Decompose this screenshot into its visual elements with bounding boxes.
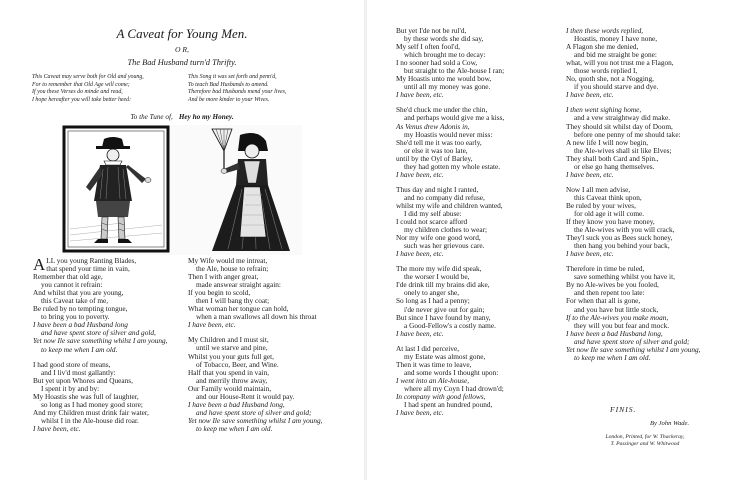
verse-line-text: But yet I'de not be rul'd,: [396, 26, 467, 35]
drop-cap: A: [33, 255, 46, 274]
verse-line-text: A new life I will now begin,: [566, 137, 649, 147]
verse-line-text: I have been, etc.: [566, 169, 614, 179]
verse-line-text: if you should starve and dye.: [574, 82, 659, 92]
verse-line-text: which brought me to decay:: [404, 50, 486, 60]
verse-line-text: onely to anger she,: [404, 288, 460, 298]
verse-line-text: this Caveat take of me,: [41, 296, 109, 306]
verse-line: [566, 354, 701, 362]
verse-line-text: As Venus drew Adonis in,: [396, 121, 470, 131]
verse-line-text: And whilst that you are young,: [33, 288, 124, 298]
finis-mark: FINIS.: [610, 405, 637, 414]
verse-line-text: Nor my wife one good word,: [396, 233, 481, 243]
verse-line-text: I have been a bad Husband long,: [188, 399, 285, 409]
verse-line-text: then hang you behind your back,: [574, 241, 670, 251]
verse-line-text: I have been, etc.: [396, 328, 444, 338]
verse-line-text: Hoastis, money I have none,: [574, 34, 658, 44]
man-figure-panel: [64, 127, 168, 251]
verse-line-text: and some words I thought upon:: [404, 367, 499, 377]
verse-line-text: I have been a bad Husband long,: [566, 328, 663, 338]
verse-line: [396, 171, 504, 179]
verse-line-text: Our Family would maintain,: [188, 383, 272, 393]
verse-line-text: I have been, etc.: [566, 90, 614, 100]
ballad-title: A Caveat for Young Men.: [116, 26, 248, 41]
intro-verse-left: This Caveat may serve both for Old and young, For to remember that Old Age will come; If you these Verses do minde and read, I hope hereafter you will take better heed:: [32, 74, 144, 103]
tune-prefix: To the Tune of,: [130, 113, 173, 121]
verse-line-text: My Hoastis unto me would bow,: [396, 74, 492, 84]
verse-line-text: I have been, etc.: [396, 249, 444, 259]
verse-line-text: Therefore in time be ruled,: [566, 264, 645, 274]
verse-line-text: to keep me when I am old.: [574, 352, 651, 362]
verse-column-3: [396, 27, 504, 417]
verse-line-text: At last I did perceive,: [396, 343, 460, 353]
verse-line-text: They shall both Card and Spin.,: [566, 153, 659, 163]
verse-line-text: Yet now Ile save something whilst I am young,: [566, 344, 701, 354]
verse-line-text: So long as I had a penny;: [396, 296, 470, 306]
verse-line-text: my Estate was almost gone,: [404, 351, 486, 361]
verse-line-text: this Caveat think upon,: [574, 192, 642, 202]
verse-line-text: Thus day and night I ranted,: [396, 184, 479, 194]
verse-line-text: what, will you not trust me a Flagon,: [566, 58, 674, 68]
verse-line-text: the Ale-wives with you will crack,: [574, 225, 675, 235]
verse-line-text: If they know you have money,: [566, 217, 655, 227]
printer-imprint: London, Printed, for W. Thackeray, T. Passinger and W. Whitwood: [605, 434, 685, 448]
verse-line-text: made answear straight again:: [196, 280, 281, 290]
or-separator: O R,: [175, 45, 189, 54]
verse-line-text: My self I often fool'd,: [396, 42, 460, 52]
verse-line-text: No, quoth she, not a Nogging,: [566, 74, 654, 84]
verse-line-text: for old age it will come.: [574, 208, 645, 218]
tune-name: Hey ho my Honey.: [178, 113, 234, 121]
verse-line-text: Yet now Ile save something whilst I am young,: [33, 336, 168, 346]
verse-line-text: Half that you spend in vain,: [188, 367, 270, 377]
verse-line-text: and our House-Rent it would pay.: [196, 391, 295, 401]
verse-line: [33, 346, 168, 354]
verse-line-text: I have been a bad Husband long: [33, 320, 128, 330]
verse-line-text: and you have but little stock,: [574, 304, 659, 314]
verse-line-text: by these words she did say,: [404, 34, 484, 44]
verse-line: [396, 409, 504, 417]
verse-line-text: Yet now Ile save something whilst I am young,: [188, 415, 323, 425]
verse-line-text: LL you young Ranting Blades,: [46, 256, 137, 265]
verse-line-text: and I liv'd most gallantly:: [41, 367, 116, 377]
verse-line-text: By no Ale-wives be you fooled,: [566, 280, 659, 290]
verse-line-text: those words replied I,: [574, 66, 638, 76]
verse-line-text: until we starve and pine,: [196, 343, 268, 353]
verse-line-text: For when that all is gone,: [566, 296, 641, 306]
tune-line: [0, 113, 364, 121]
verse-line-text: I have been, etc.: [396, 90, 444, 100]
verse-line-text: Be ruled by your wives,: [566, 200, 636, 210]
verse-line-text: and have spent store of silver and gold,: [41, 328, 156, 338]
verse-line-text: My Children and I must sit,: [188, 335, 269, 345]
verse-line-text: I went into an Ale-house,: [396, 375, 470, 385]
verse-line-text: to keep me when I am old.: [196, 423, 273, 433]
verse-line-text: of Tobacco, Beer, and Wine.: [196, 359, 279, 369]
ballad-subtitle: The Bad Husband turn'd Thrifty.: [127, 58, 237, 67]
verse-column-4: [566, 27, 701, 362]
verse-line: [33, 425, 168, 433]
verse-line-text: I spent it by and by:: [41, 383, 100, 393]
verse-line: [566, 171, 701, 179]
verse-line-text: I no sooner had sold a Cow,: [396, 58, 478, 68]
verse-line-text: and merrily throw away,: [196, 375, 268, 385]
verse-line-text: If you begin to scold,: [188, 288, 251, 298]
intro-verse-right: This Song it was set forth and penn'd, To teach Bad Husbands to amend. Therefore bad Husbands mend your lives, And be more kinder to your Wives.: [188, 74, 287, 103]
verse-line-text: Then it was time to leave,: [396, 359, 472, 369]
verse-line-text: and no company did refuse,: [404, 192, 485, 202]
verse-line-text: I have been, etc.: [33, 423, 81, 433]
verse-line-text: that spend your time in vain,: [46, 264, 130, 274]
verse-line-text: I'de drink till my brains did ake,: [396, 280, 490, 290]
verse-line-text: Be ruled by no tempting tongue,: [33, 304, 128, 314]
verse-line-text: I then these words replied,: [566, 26, 644, 35]
verse-line-text: to keep me when I am old.: [41, 344, 118, 354]
verse-line-text: so long as I had money good store;: [41, 399, 143, 409]
verse-line-text: They'l suck you as Bees suck honey,: [566, 233, 673, 243]
verse-line-text: She'd chuck me under the chin,: [396, 105, 488, 115]
verse-line-text: whilst my wife and children wanted,: [396, 200, 503, 210]
verse-column-2: [188, 257, 323, 433]
verse-line-text: I could not scarce afford: [396, 217, 468, 227]
verse-line-text: I had good store of means,: [33, 359, 111, 369]
verse-line-text: until all my money was gone.: [404, 82, 491, 92]
verse-line-text: My Wife would me intreat,: [188, 256, 268, 265]
verse-line-text: I have been, etc.: [188, 320, 236, 330]
verse-line-text: such was her grievous care.: [404, 241, 485, 251]
verse-line-text: Remember that old age,: [33, 272, 103, 282]
verse-line-text: She'd tell me it was too early,: [396, 137, 482, 147]
verse-line-text: they had gotten my whole estate.: [404, 161, 501, 171]
verse-line-text: I have been, etc.: [396, 408, 444, 418]
verse-line-text: and then repent too late:: [574, 288, 645, 298]
verse-line-text: the Ale-wives shall sit like Elves;: [574, 145, 672, 155]
verse-line-text: you cannot it refrain:: [41, 280, 103, 290]
verse-line-text: The more my wife did speak,: [396, 264, 482, 274]
verse-line: [188, 321, 323, 329]
verse-line-text: I have been, etc.: [566, 249, 614, 259]
verse-line-text: a Good-Fellow's a costly name.: [404, 320, 496, 330]
verse-line-text: my Hoastis would never miss:: [404, 129, 493, 139]
verse-line-text: They should sit whilst day of Doom,: [566, 121, 673, 131]
verse-line-text: A Flagon she me denied,: [566, 42, 639, 52]
verse-line-text: And my Children must drink fair water,: [33, 407, 149, 417]
verse-line-text: What woman her tongue can hold,: [188, 304, 289, 314]
verse-line-text: my children clothes to wear;: [404, 225, 488, 235]
verse-line-text: but straight to the Ale-house I ran;: [404, 66, 505, 76]
verse-line-text: save something whilst you have it,: [574, 272, 675, 282]
verse-line-text: i'de never give out for gain;: [404, 304, 485, 314]
verse-line-text: the Ale, house to refrain;: [196, 264, 269, 274]
verse-line-text: until by the Oyl of Barley,: [396, 153, 473, 163]
verse-line: [188, 425, 323, 433]
verse-line-text: whilst I in the Ale-house did roar.: [41, 415, 139, 425]
verse-line-text: I have been, etc.: [396, 169, 444, 179]
verse-line-text: or else it was too late,: [404, 145, 468, 155]
woodcut-illustration: [62, 125, 302, 255]
verse-line: [396, 330, 504, 338]
verse-line-text: and perhaps would give me a kiss,: [404, 113, 505, 123]
verse-line-text: I did my self abuse:: [404, 208, 462, 218]
verse-line: [566, 91, 701, 99]
verse-line-text: and bid me straight be gone:: [574, 50, 657, 60]
author-line: By John Wade.: [650, 420, 690, 427]
verse-line-text: If to the Ale-wives you make moan,: [566, 312, 669, 322]
verse-line-text: then I will bang thy coat;: [196, 296, 270, 306]
verse-line-text: they will you but fear and mock.: [574, 320, 670, 330]
verse-line-text: In company with good fellows,: [396, 391, 486, 401]
woodcut-image: [62, 125, 302, 255]
verse-line-text: and have spent store of silver and gold;: [574, 336, 690, 346]
verse-line-text: to bring you to poverty.: [41, 312, 110, 322]
verse-line-text: where all my Coyn I had drown'd;: [404, 383, 504, 393]
verse-line: [396, 91, 504, 99]
verse-line-text: But yet upon Whores and Queans,: [33, 375, 133, 385]
verse-column-1: [33, 257, 168, 433]
verse-line-text: My Hoastis she was full of laughter,: [33, 391, 139, 401]
verse-line-text: Now I all men advise,: [566, 184, 631, 194]
verse-line-text: But since I have found by many,: [396, 312, 491, 322]
verse-line: [396, 250, 504, 258]
verse-line-text: the worser I would be,: [404, 272, 470, 282]
verse-line-text: I then went sighing home,: [566, 105, 642, 115]
verse-line-text: Then I with anger great,: [188, 272, 259, 282]
verse-line-text: before one penny of me should take:: [574, 129, 681, 139]
verse-line-text: Whilst you your guts full get,: [188, 351, 274, 361]
verse-line-text: when a man swallows all down his throat: [196, 312, 317, 322]
verse-line-text: or else go hang themselves.: [574, 161, 655, 171]
verse-line-text: and have spent store of silver and gold;: [196, 407, 312, 417]
verse-line-text: I had spent an hundred pound,: [404, 400, 493, 410]
verse-line-text: and a vew straightway did make.: [574, 113, 671, 123]
verse-line: [566, 250, 701, 258]
